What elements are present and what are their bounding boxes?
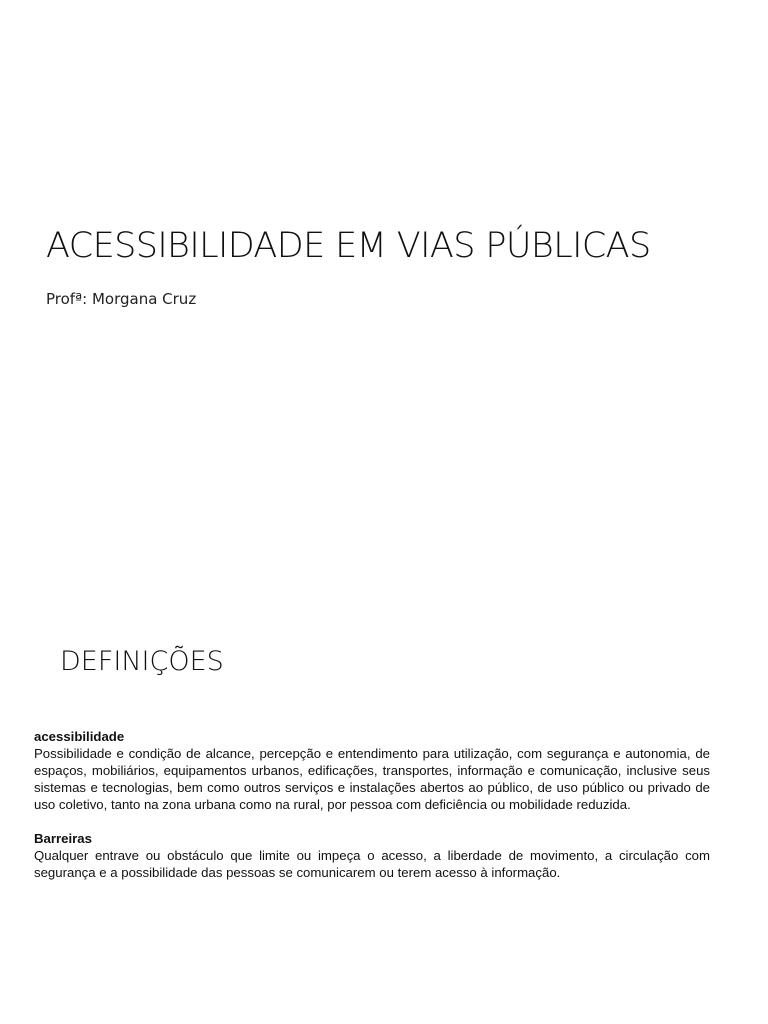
definition-term: Barreiras — [34, 831, 92, 846]
definition-text: Possibilidade e condição de alcance, percepção e entendimento para utilização, com segurança e autonomia, de espaços, mobiliários, equipamentos urbanos, edificações, transportes, informação e comunicação, inclusive seus sistemas e tecnologias, bem como outros serviços e instalações abertos ao público, de uso público ou privado de uso coletivo, tanto na zona urbana como na rural, por pessoa com deficiência ou mobilidade reduzida. — [34, 746, 710, 812]
definition-item-barreiras — [34, 830, 710, 881]
definition-text: Qualquer entrave ou obstáculo que limite ou impeça o acesso, a liberdade de movimento, a circulação com segurança e a possibilidade das pessoas se comunicarem ou terem acesso à informação. — [34, 848, 710, 880]
definition-term: acessibilidade — [34, 729, 125, 744]
definitions-list — [34, 728, 710, 898]
section-heading-definitions: DEFINIÇÕES — [60, 646, 224, 677]
page-title: ACESSIBILIDADE EM VIAS PÚBLICAS — [46, 226, 651, 266]
definition-item-acessibilidade — [34, 728, 710, 813]
author-line: Profª: Morgana Cruz — [46, 290, 197, 308]
